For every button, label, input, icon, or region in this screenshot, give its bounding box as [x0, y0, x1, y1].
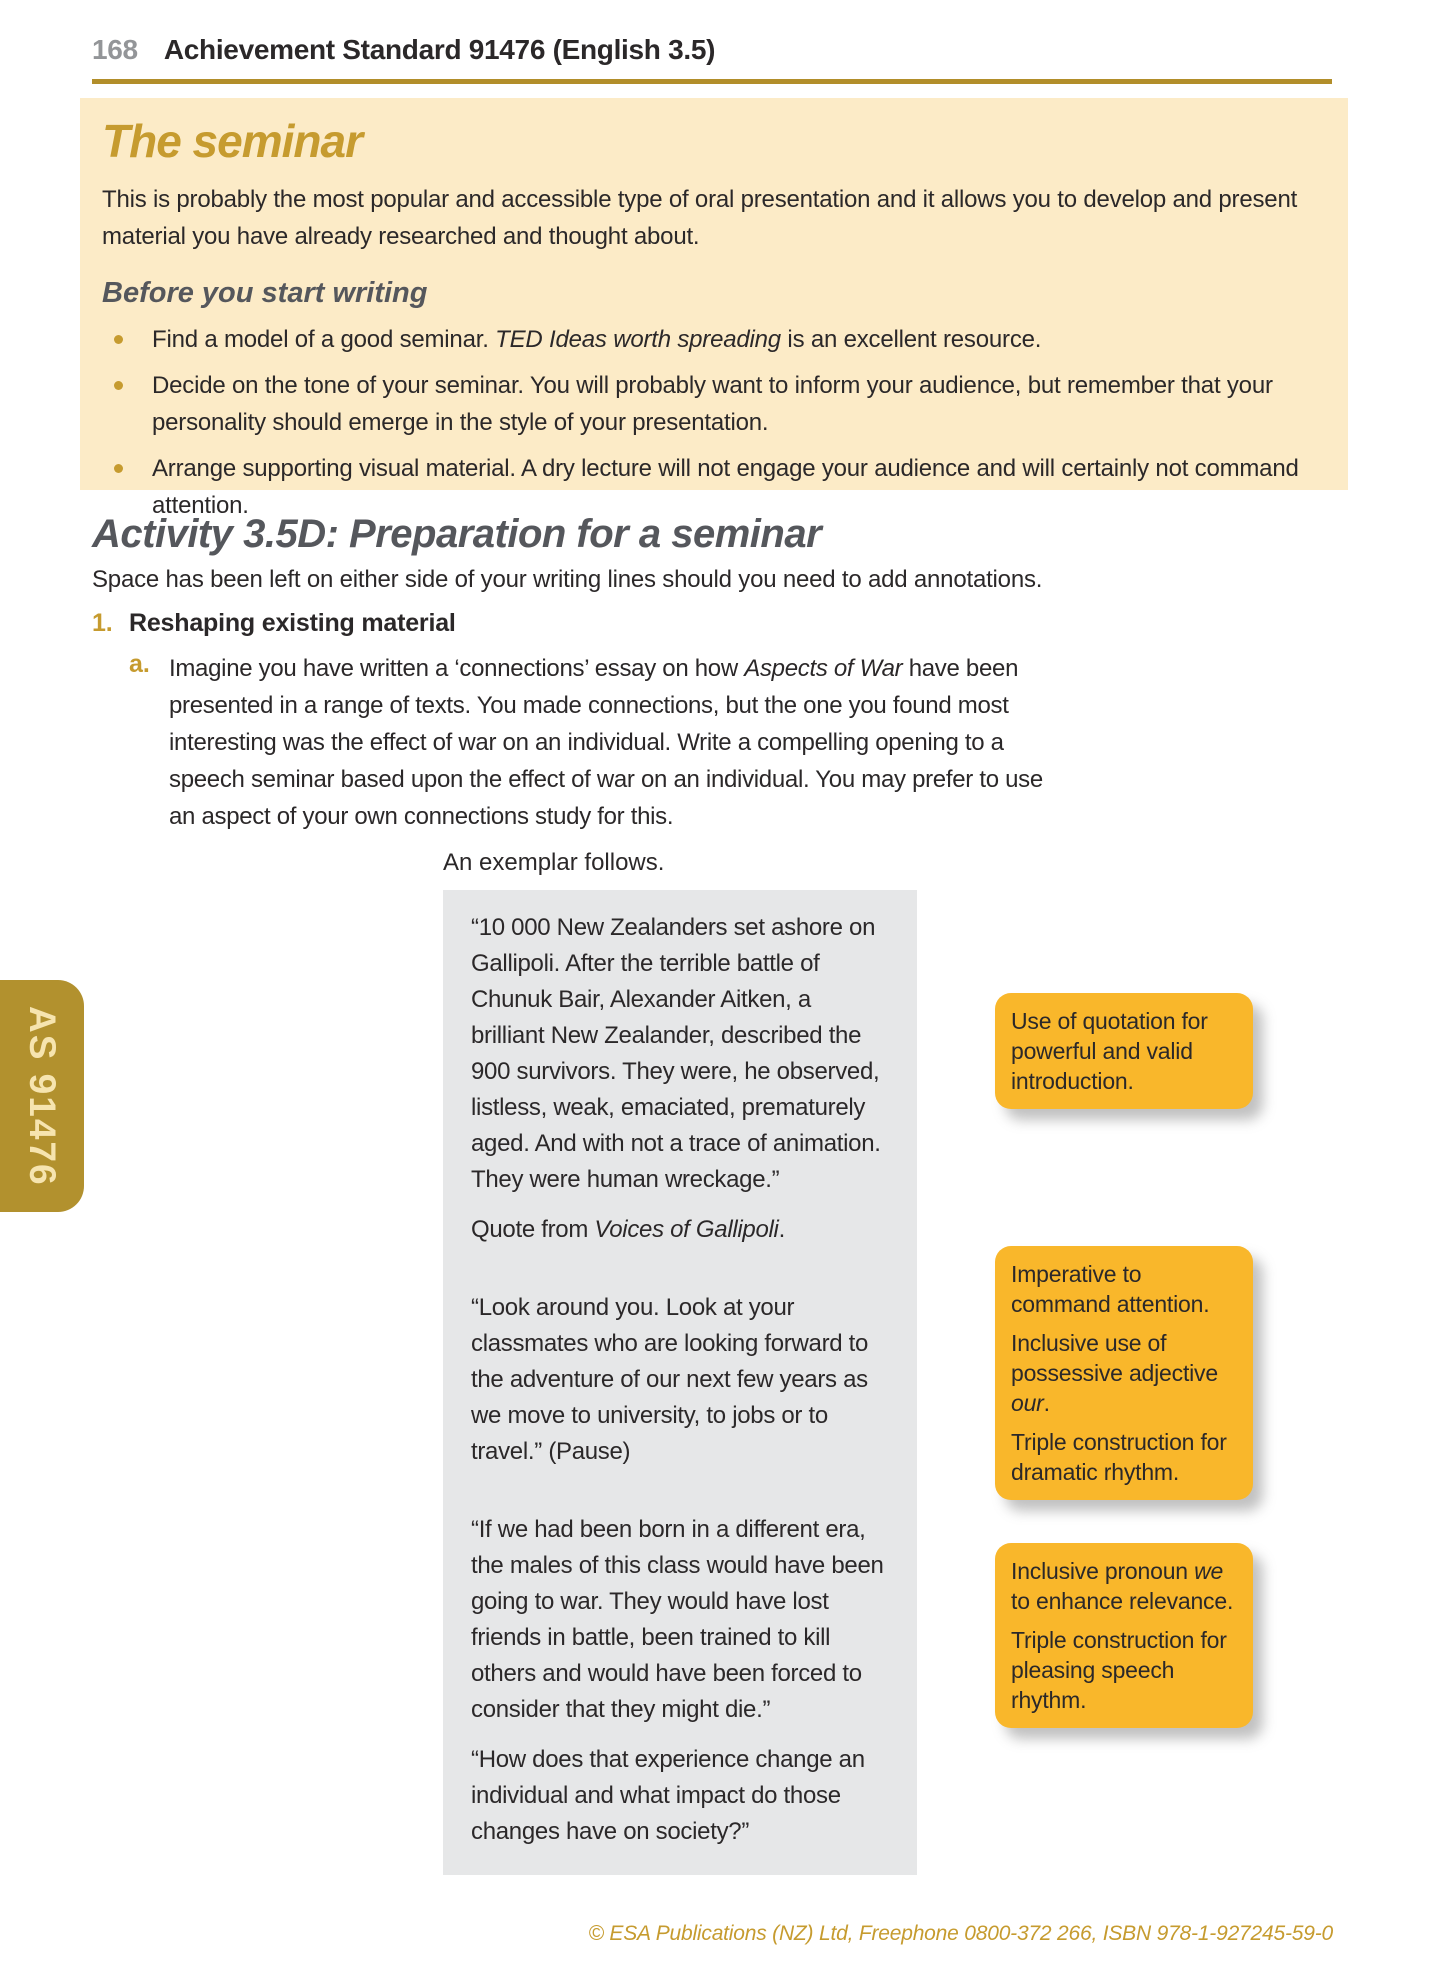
callout-paragraph: Triple construction for pleasing speech rhythm.	[1011, 1627, 1227, 1713]
lettered-item	[129, 650, 1348, 835]
exemplar-paragraph: “How does that experience change an individual and what impact do those changes have on society?”	[471, 1746, 865, 1845]
item-letter: a.	[129, 650, 150, 678]
bullet-list	[102, 321, 1326, 524]
bullet-item	[102, 367, 1326, 441]
activity-title: Activity 3.5D: Preparation for a seminar	[92, 512, 822, 556]
activity-section	[92, 512, 1348, 1875]
exemplar-quote-box	[443, 890, 917, 1875]
standard-side-tab	[0, 980, 84, 1212]
seminar-panel	[80, 98, 1348, 519]
exemplar-paragraph: “10 000 New Zealanders set ashore on Gallipoli. After the terrible battle of Chunuk Bair, Alexander Aitken, a brilliant New Zealander, described the 900 survivors. They were, he observed, listless, weak, emaciated, prematurely aged. And with not a trace of animation. They were human wreckage.”	[471, 914, 881, 1193]
exemplar-area	[443, 890, 1348, 1875]
bullet-text: Decide on the tone of your seminar. You will probably want to inform your audience, but remember that your personality should emerge in the style of your presentation.	[152, 372, 1273, 436]
exemplar-paragraph: “Look around you. Look at your classmates who are looking forward to the adventure of our next few years as we move to university, to jobs or to travel.” (Pause)	[471, 1294, 869, 1465]
item-text: Imagine you have written a ‘connections’ essay on how Aspects of War have been presented in a range of texts. You made connections, but the one you found most interesting was the effect of war on an individual. Write a compelling opening to a speech seminar based upon the effect of war on an individual. You may prefer to use an aspect of your own connections study for this.	[169, 655, 1043, 830]
exemplar-paragraph: “If we had been born in a different era, the males of this class would have been going to war. They would have lost friends in battle, been trained to kill others and would have been forced to consider that they might die.”	[471, 1516, 884, 1723]
activity-note: Space has been left on either side of your writing lines should you need to add annotations.	[92, 566, 1043, 593]
header-title: Achievement Standard 91476 (English 3.5)	[163, 34, 716, 65]
item-number: 1.	[92, 609, 113, 637]
bullet-item	[102, 321, 1326, 358]
bullet-dot	[114, 335, 123, 344]
before-writing-heading: Before you start writing	[102, 277, 428, 309]
bullet-text: Find a model of a good seminar. TED Ideas worth spreading is an excellent resource.	[152, 326, 1042, 353]
page-number: 168	[92, 34, 138, 65]
exemplar-lead-in: An exemplar follows.	[443, 849, 665, 876]
bullet-text: Arrange supporting visual material. A dry lecture will not engage your audience and will certainly not command attention.	[152, 455, 1299, 519]
annotation-callout	[995, 993, 1253, 1109]
side-tab-label: AS 91476	[22, 1005, 63, 1187]
exemplar-paragraph: Quote from Voices of Gallipoli.	[471, 1216, 785, 1243]
callout-paragraph: Inclusive use of possessive adjective our.	[1011, 1330, 1218, 1416]
header-rule	[92, 79, 1332, 84]
page-header	[92, 34, 715, 66]
annotation-callout	[995, 1543, 1253, 1728]
bullet-dot	[114, 464, 123, 473]
bullet-dot	[114, 381, 123, 390]
seminar-title: The seminar	[102, 115, 362, 167]
callout-paragraph: Imperative to command attention.	[1011, 1261, 1210, 1317]
callout-paragraph: Triple construction for dramatic rhythm.	[1011, 1429, 1227, 1485]
seminar-intro: This is probably the most popular and accessible type of oral presentation and it allows you to develop and present material you have already researched and thought about.	[102, 186, 1298, 250]
annotation-callout	[995, 1246, 1253, 1500]
callout-paragraph: Inclusive pronoun we to enhance relevance.	[1011, 1558, 1234, 1614]
footer-credit: © ESA Publications (NZ) Ltd, Freephone 0800-372 266, ISBN 978-1-927245-59-0	[588, 1922, 1333, 1945]
callout-paragraph: Use of quotation for powerful and valid introduction.	[1011, 1008, 1208, 1094]
item-title: Reshaping existing material	[129, 609, 456, 637]
numbered-item	[92, 609, 1348, 638]
